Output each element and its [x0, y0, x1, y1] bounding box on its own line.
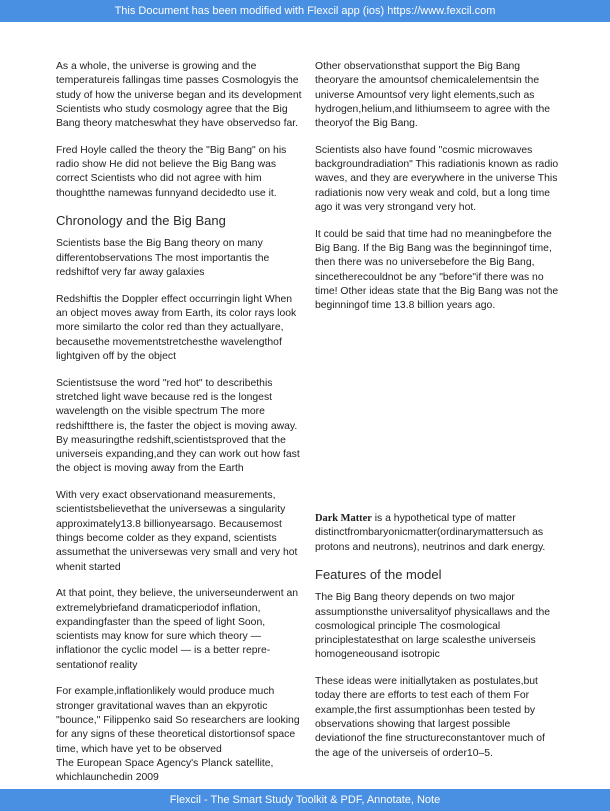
paragraph: For example,inflationlikely would produce much stronger gravitational waves than an ekpyrotic "bounce," Filippenko said So researchers are looking for any signs of these theoretical distortionsof space time, which have yet to be observed	[56, 686, 300, 755]
paragraph: Scientists base the Big Bang theory on many differentobservations The most importantis the redshiftof very far away galaxies	[56, 238, 270, 279]
paragraph: With very exact observationand measurements, scientistsbelievethat the universewas a singularity approximately13.8 billionyearsago. Becausemost things become colder as they expand, scientists assumethat the universewas very small and very hot whenit started	[56, 490, 298, 573]
paragraph: Scientists also have found "cosmic microwaves backgroundradiation" This radiationis known as radio waves, and they are everywhere in the universe This radiationis now very weak and cold, but a long time ago it was very strongand very hot.	[315, 144, 559, 214]
paragraph: Other observationsthat support the Big Bang theoryare the amountsof chemicalelementsin the universe Amountsof very light elements,such as hydrogen,helium,and lithiumseem to agree with the theoryof the Big Bang.	[315, 61, 551, 130]
paragraph: Redshiftis the Doppler effect occurringin light When an object moves away from Earth, its color rays look more similarto the color red than they actuallyare, becausethe movementstretchesthe wavelengthof lightgiven off by the object	[56, 293, 297, 362]
document-page	[0, 22, 610, 789]
paragraph: It could be said that time had no meaningbefore the Big Bang. If the Big Bang was the beginningof time, then there was no universebefore the Big Bang, sincetherecouldnot be any "before"if there was no time! Other ideas state that the Big Bang was not the beginningof time 13.8 billion years ago.	[315, 228, 559, 312]
dark-matter-paragraph	[315, 512, 562, 555]
paragraph: The Big Bang theory depends on two major assumptionsthe universalityof physicallaws and the cosmological principle The cosmological principlestatesthat on large scalesthe universeis homogeneousand isotropic	[315, 592, 551, 661]
paragraph: At that point, they believe, the universeunderwent an extremelybriefand dramaticperiodof inflation, expandingfaster than the speed of light Soon, scientists may know for sure which theory — inflationor the cyclic model — is a better repre-sentationof reality	[56, 588, 299, 671]
section-heading-features: Features of the model	[315, 567, 442, 583]
dark-matter-term: Dark Matter	[315, 513, 372, 524]
section-heading-chronology: Chronology and the Big Bang	[56, 213, 226, 229]
bottom-banner-text: Flexcil - The Smart Study Toolkit & PDF, Annotate, Note	[169, 794, 441, 806]
left-column	[56, 60, 303, 798]
right-column-lower	[315, 512, 562, 773]
top-banner-text: This Document has been modified with Flexcil app (ios) https://www.fexcil.com	[114, 5, 496, 17]
paragraph: The European Space Agency's Planck satellite, whichlaunchedin 2009	[56, 757, 274, 784]
paragraph: As a whole, the universe is growing and the temperatureis fallingas time passes Cosmologyis the study of how the universe began and its development Scientists who study cosmology agree that the Big Bang theory matcheswhat they have observedso far.	[56, 61, 302, 130]
top-banner	[0, 0, 610, 22]
bottom-banner	[0, 789, 610, 811]
paragraph: Scientistsuse the word "red hot" to describethis stretched light wave because red is the longest wavelength on the visible spectrum The more redshiftthere is, the faster the object is moving away. By measuringthe redshift,scientistsproved that the universeis expanding,and they can work out how fast the object is moving away from the Earth	[56, 377, 300, 475]
dark-matter-definition: is a hypothetical type of matter distinctfrombaryonicmatter(ordinarymattersuch as protons and neutrons), neutrinos and dark energy.	[315, 513, 546, 553]
paragraph: These ideas were initiallytaken as postulates,but today there are efforts to test each of them For example,the first assumptionhas been tested by observations showing that largest possible deviationof the fine structureconstantover much of the age of the universeis of order10–5.	[315, 676, 545, 759]
paragraph: Fred Hoyle called the theory the "Big Bang" on his radio show He did not believe the Big Bang was correct Scientists who did not agree with him thoughtthe namewas funnyand decidedto use it.	[56, 144, 287, 199]
right-column-upper	[315, 60, 562, 326]
